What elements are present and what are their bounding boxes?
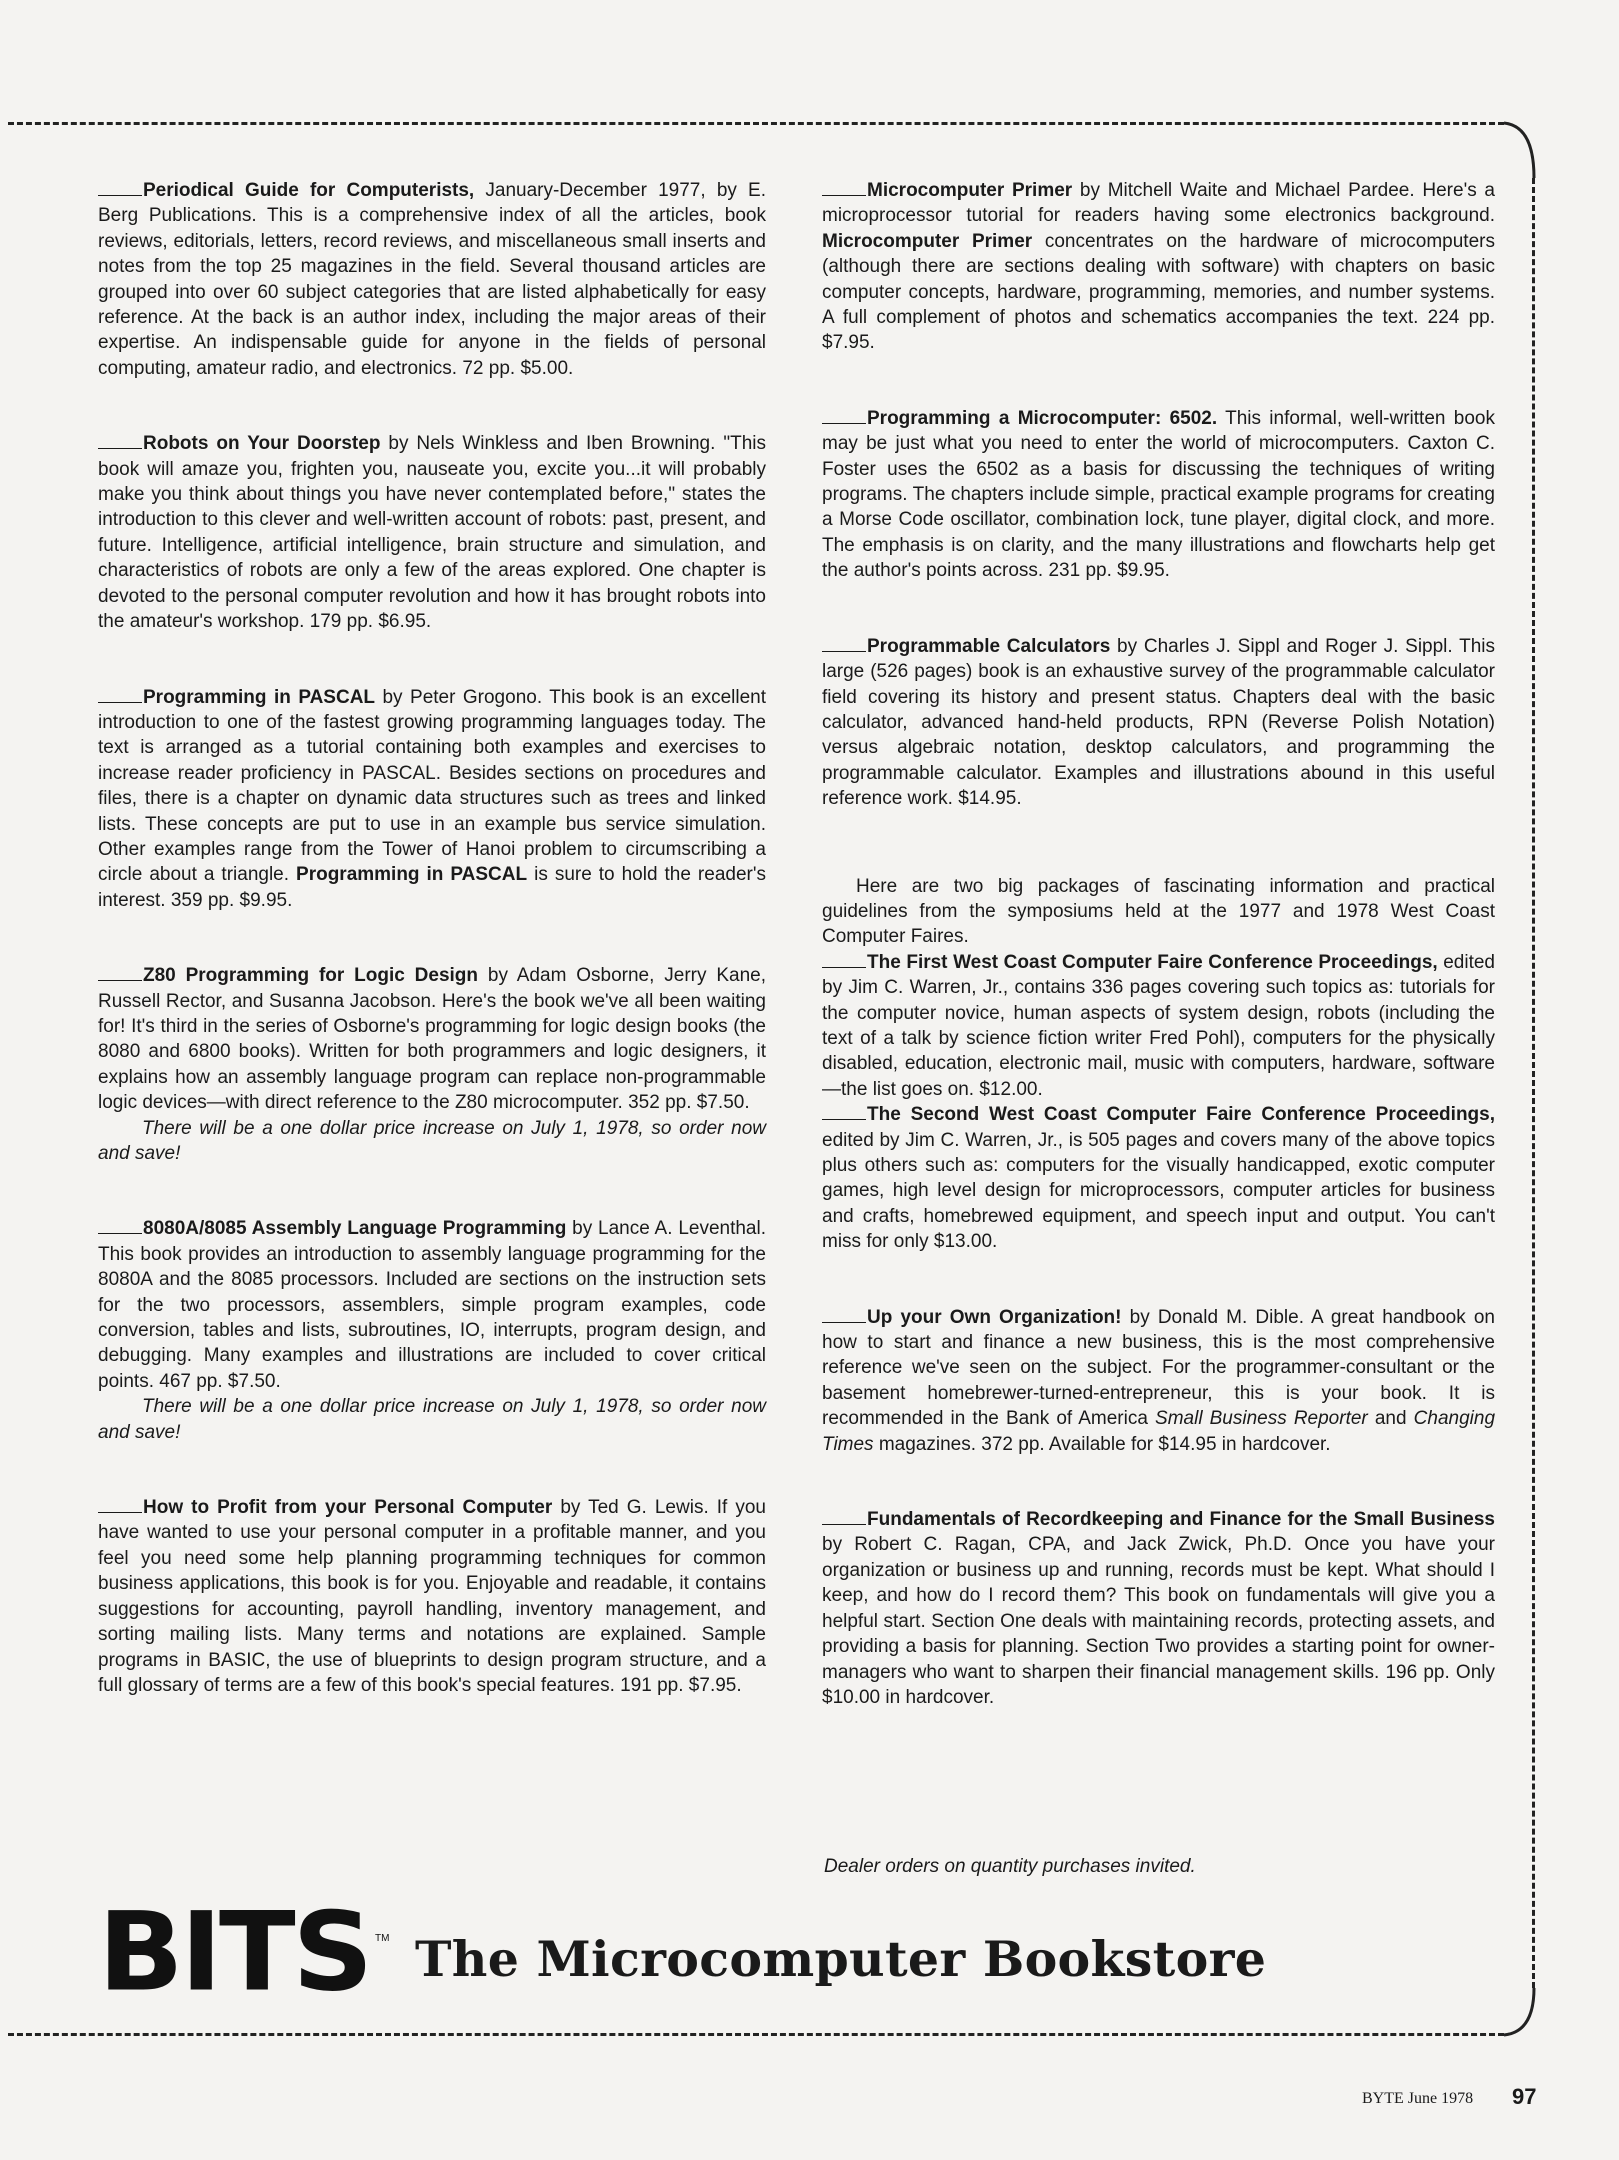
dealer-note: Dealer orders on quantity purchases invited. — [824, 1856, 1196, 1877]
book-entry-z80 — [98, 963, 766, 1166]
book-title: Programmable Calculators — [867, 635, 1111, 657]
coupon-corner-bottom — [1500, 1984, 1540, 2040]
book-description: by Charles J. Sippl and Roger J. Sippl. This large (526 pages) book is an exhaustive survey of the programmable calculator field covering its history and present status. Chapters deal with the basic calculator, advanced hand-held products, RPN (Reverse Polish Notation) versus algebraic notation, desktop calculators, and programming the programmable calculator. Examples and illustrations abound in this useful reference work. $14.95. — [822, 635, 1495, 810]
book-entry-microcomputer-primer — [822, 178, 1495, 356]
book-description-mid: and — [1367, 1408, 1414, 1430]
book-description: by Lance A. Leventhal. This book provides an introduction to assembly language programming for the 8080A and the 8085 processors. Included are sections on the instruction sets for the two processors, assemblers, simple program examples, code conversion, tables and lists, subroutines, IO, interrupts, program design, and debugging. Many examples and illustrations are included to cover critical points. 467 pp. $7.50. — [98, 1218, 766, 1392]
left-column — [98, 178, 766, 1748]
book-description: by Mitchell Waite and Michael Pardee. Here's a microprocessor tutorial for readers having some electronics background. — [822, 180, 1495, 227]
trademark-mark: TM — [375, 1933, 390, 1944]
coupon-border-top — [8, 122, 1504, 125]
price-increase-note: There will be a one dollar price increase on July 1, 1978, so order now and save! — [98, 1117, 766, 1164]
bits-logo-text: BITS — [98, 1897, 370, 1997]
book-title: 8080A/8085 Assembly Language Programming — [143, 1218, 567, 1240]
book-entry-recordkeeping — [822, 1507, 1495, 1710]
book-title: The Second West Coast Computer Faire Conference Proceedings, — [867, 1104, 1495, 1126]
book-entry-8080a — [98, 1216, 766, 1445]
book-entry-6502 — [822, 406, 1495, 584]
book-title: Fundamentals of Recordkeeping and Finance for the Small Business — [867, 1509, 1495, 1531]
book-description: by Nels Winkless and Iben Browning. "This book will amaze you, frighten you, nauseate you, excite you...it will probably make you think about things you have never contemplated before," states the introduction to this clever and well-written account of robots: past, present, and future. Intelligence, artificial intelligence, brain structure and simulation, and characteristics of robots are only a few of the areas explored. One chapter is devoted to the personal computer revolution and how it has brought robots into the amateur's workshop. 179 pp. $6.95. — [98, 433, 766, 633]
book-description: by Adam Osborne, Jerry Kane, Russell Rector, and Susanna Jacobson. Here's the book we've all been waiting for! It's third in the series of Osborne's programming for logic design books (the 8080 and 6800 books). Written for both programmers and logic designers, it explains how an assembly language program can replace non-programmable logic devices—with direct reference to the Z80 microcomputer. 352 pp. $7.50. — [98, 965, 766, 1114]
checkbox-line[interactable] — [822, 967, 866, 968]
footer-page-number: 97 — [1512, 2084, 1537, 2109]
book-description-end: magazines. 372 pp. Available for $14.95 in hardcover. — [873, 1433, 1331, 1455]
book-description: by Ted G. Lewis. If you have wanted to use your personal computer in a profitable manner, and you feel you need some help planning programming techniques for common business applications, this book is for you. Enjoyable and readable, it contains suggestions for accounting, payroll handling, inventory management, and sorting mailing lists. Many terms and notations are explained. Sample programs in BASIC, the use of blueprints to design program structure, and a full glossary of terms are a few of this book's special features. 191 pp. $7.95. — [98, 1497, 766, 1696]
checkbox-line[interactable] — [98, 980, 142, 981]
right-column — [822, 178, 1495, 1760]
book-entry-robots — [98, 431, 766, 634]
magazine-name: Changing Times — [822, 1408, 1496, 1455]
checkbox-line[interactable] — [98, 195, 142, 196]
book-description: by Peter Grogono. This book is an excellent introduction to one of the fastest growing programming languages today. The text is arranged as a tutorial containing both examples and exercises to increase reader proficiency in PASCAL. Besides sections on procedures and files, there is a chapter on dynamic data structures such as trees and linked lists. These concepts are put to use in an example bus service simulation. Other examples range from the Tower of Hanoi problem to circumscribing a circle about a triangle. — [98, 686, 766, 886]
book-description: January-December 1977, by E. Berg Publications. This is a comprehensive index of all the articles, book reviews, editorials, letters, record reviews, and miscellaneous small inserts and notes from the top 25 magazines in the field. Several thousand articles are grouped into over 60 subject categories that are listed alphabetically for easy reference. At the back is an author index, including the major areas of their expertise. An indispensable guide for anyone in the fields of personal computing, amateur radio, and electronics. 72 pp. $5.00. — [98, 180, 766, 379]
book-title: How to Profit from your Personal Computer — [143, 1497, 553, 1519]
book-description: by Robert C. Ragan, CPA, and Jack Zwick, Ph.D. Once you have your organization or business up and running, records must be kept. What should I keep, and how do I record them? This book on fundamentals will give you a helpful start. Section One deals with maintaining records, protecting assets, and providing a basis for planning. Section Two provides a starting point for owner-managers who want to sharpen their financial management skills. 196 pp. Only $10.00 in hardcover. — [822, 1534, 1495, 1708]
checkbox-line[interactable] — [822, 423, 866, 424]
book-title: The First West Coast Computer Faire Conference Proceedings, — [867, 951, 1438, 973]
checkbox-line[interactable] — [822, 195, 866, 196]
magazine-name: Small Business Reporter — [1155, 1408, 1368, 1430]
checkbox-line[interactable] — [98, 448, 142, 449]
checkbox-line[interactable] — [98, 702, 142, 703]
book-entry-organization — [822, 1305, 1495, 1457]
book-title: Z80 Programming for Logic Design — [143, 965, 479, 987]
coupon-corner-top — [1500, 120, 1540, 182]
book-entry-profit — [98, 1495, 766, 1698]
store-title: The Microcomputer Bookstore — [415, 1930, 1267, 1988]
checkbox-line[interactable] — [98, 1512, 142, 1513]
book-description: edited by Jim C. Warren, Jr., is 505 pages and covers many of the above topics plus others such as: computers for the visually handicapped, exotic computer games, high level design for microprocessors, computer articles for business and crafts, homebrewed equipment, and speech input and output. You can't miss for only $13.00. — [822, 1129, 1495, 1253]
book-description: This informal, well-written book may be just what you need to enter the world of microcomputers. Caxton C. Foster uses the 6502 as a basis for discussing the techniques of writing programs. The chapters include simple, practical example programs for creating a Morse Code oscillator, combination lock, tune player, digital clock, and more. The emphasis is on clarity, and the many illustrations and flowcharts help get the author's points across. 231 pp. $9.95. — [822, 407, 1495, 582]
checkbox-line[interactable] — [822, 1524, 866, 1525]
book-description: by Donald M. Dible. A great handbook on how to start and finance a new business, this is the most comprehensive reference we've seen on the subject. For the programmer-consultant or the basement homebrewer-turned-entrepreneur, this is your book. It is recommended in the Bank of America — [822, 1306, 1495, 1430]
book-description-end: concentrates on the hardware of microcomputers (although there are sections dealing with software) with chapters on basic computer concepts, hardware, programming, memories, and number systems. A full complement of photos and schematics accompanies the text. 224 pp. $7.95. — [822, 230, 1495, 354]
book-title-inline: Programming in PASCAL — [296, 864, 528, 886]
checkbox-line[interactable] — [822, 1322, 866, 1323]
checkbox-line[interactable] — [822, 1119, 866, 1120]
book-title: Microcomputer Primer — [867, 180, 1073, 201]
book-title: Programming in PASCAL — [143, 686, 376, 708]
bits-logo — [98, 1897, 398, 1997]
book-title: Robots on Your Doorstep — [143, 433, 381, 455]
book-entry-conference — [822, 874, 1495, 1255]
checkbox-line[interactable] — [822, 651, 866, 652]
book-title: Up your Own Organization! — [867, 1306, 1122, 1328]
book-entry-pascal — [98, 685, 766, 914]
footer-publication: BYTE June 1978 — [1362, 2090, 1474, 2107]
price-increase-note: There will be a one dollar price increase on July 1, 1978, so order now and save! — [98, 1396, 766, 1443]
book-title-inline: Microcomputer Primer — [822, 230, 1033, 252]
book-title: Periodical Guide for Computerists, — [143, 180, 475, 201]
conference-intro: Here are two big packages of fascinating information and practical guidelines from the symposiums held at the 1977 and 1978 West Coast Computer Faires. — [822, 875, 1495, 948]
coupon-border-right — [1532, 178, 1535, 1988]
book-description: edited by Jim C. Warren, Jr., contains 336 pages covering such topics as: tutorials for the computer novice, human aspects of system design, robots (including the text of a talk by science fiction writer Fred Pohl), computers for the physically disabled, education, electronic mail, music with computers, hardware, software—the list goes on. $12.00. — [822, 951, 1495, 1100]
book-entry-periodical-guide — [98, 178, 766, 381]
book-entry-calculators — [822, 634, 1495, 812]
checkbox-line[interactable] — [98, 1233, 142, 1234]
book-title: Programming a Microcomputer: 6502. — [867, 407, 1218, 429]
coupon-border-bottom — [8, 2033, 1504, 2036]
book-description-end: is sure to hold the reader's interest. 359 pp. $9.95. — [98, 864, 766, 911]
